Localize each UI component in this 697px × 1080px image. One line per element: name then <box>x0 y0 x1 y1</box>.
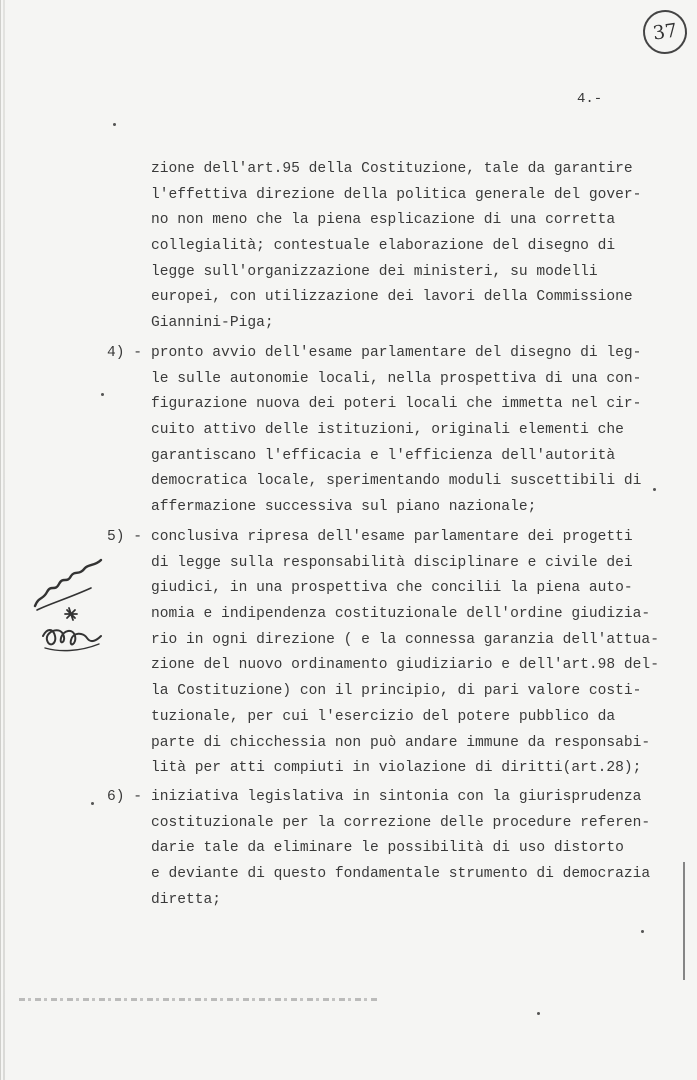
text-line: collegialità; contestuale elaborazione del disegno di <box>151 238 616 255</box>
scan-speck <box>101 393 104 396</box>
scan-speck <box>641 930 644 933</box>
text-line: Giannini-Piga; <box>151 315 274 332</box>
folio-stamp <box>640 7 690 57</box>
scan-speck <box>91 802 94 805</box>
item-number: 4) - <box>107 345 143 361</box>
text-line: giudici, in una prospettiva che concilii la piena auto- <box>151 580 633 597</box>
text-line: costituzionale per la correzione delle procedure referen- <box>151 814 651 831</box>
text-line: democratica locale, sperimentando moduli suscettibili di <box>151 473 642 490</box>
item-number: 5) - <box>107 529 143 545</box>
text-line: nomia e indipendenza costituzionale dell'ordine giudizia- <box>151 606 651 623</box>
item-body <box>151 341 641 521</box>
item-body <box>151 525 659 782</box>
text-line: zione del nuovo ordinamento giudiziario e dell'art.98 del- <box>151 657 659 674</box>
text-line: diretta; <box>151 891 222 908</box>
text-line: rio in ogni direzione ( e la connessa garanzia dell'attua- <box>151 631 659 648</box>
text-line: garantiscano l'efficacia e l'efficienza dell'autorità <box>151 447 616 464</box>
edge-mark <box>683 862 685 980</box>
folio-stamp-number: 37 <box>651 19 679 45</box>
handwritten-signature <box>29 548 119 668</box>
text-line: cuito attivo delle istituzioni, originali elementi che <box>151 422 624 439</box>
scan-speck <box>113 123 116 126</box>
text-line: di legge sulla responsabilità disciplinare e civile dei <box>151 554 633 571</box>
intro-paragraph <box>151 157 642 337</box>
text-line: europei, con utilizzazione dei lavori della Commissione <box>151 289 633 306</box>
text-line: e deviante di questo fondamentale strumento di democrazia <box>151 866 651 883</box>
text-line: legge sull'organizzazione dei ministeri, su modelli <box>151 263 598 280</box>
scan-speck <box>537 1012 540 1015</box>
text-line: le sulle autonomie locali, nella prospettiva di una con- <box>151 370 642 387</box>
text-line: l'effettiva direzione della politica generale del gover- <box>151 186 642 203</box>
text-line: tuzionale, per cui l'esercizio del potere pubblico da <box>151 708 616 725</box>
text-line: la Costituzione) con il principio, di pari valore costi- <box>151 683 642 700</box>
text-line: lità per atti compiuti in violazione di diritti(art.28); <box>151 760 642 777</box>
text-line: iniziativa legislativa in sintonia con la giurisprudenza <box>151 789 642 805</box>
text-line: zione dell'art.95 della Costituzione, tale da garantire <box>151 161 633 177</box>
text-line: no non meno che la piena esplicazione di una corretta <box>151 212 616 229</box>
text-line: pronto avvio dell'esame parlamentare del disegno di leg- <box>151 345 642 361</box>
item-number: 6) - <box>107 789 143 805</box>
text-line: affermazione successiva sul piano nazionale; <box>151 499 537 516</box>
text-line: darie tale da eliminare le possibilità di uso distorto <box>151 840 624 857</box>
item-body <box>151 785 651 913</box>
text-line: figurazione nuova dei poteri locali che immetta nel cir- <box>151 396 642 413</box>
scan-speck <box>653 488 656 491</box>
page-number: 4.- <box>577 91 603 107</box>
dashed-divider <box>19 998 379 1001</box>
text-line: parte di chicchessia non può andare immune da responsabi- <box>151 734 651 751</box>
text-line: conclusiva ripresa dell'esame parlamentare dei progetti <box>151 529 633 545</box>
